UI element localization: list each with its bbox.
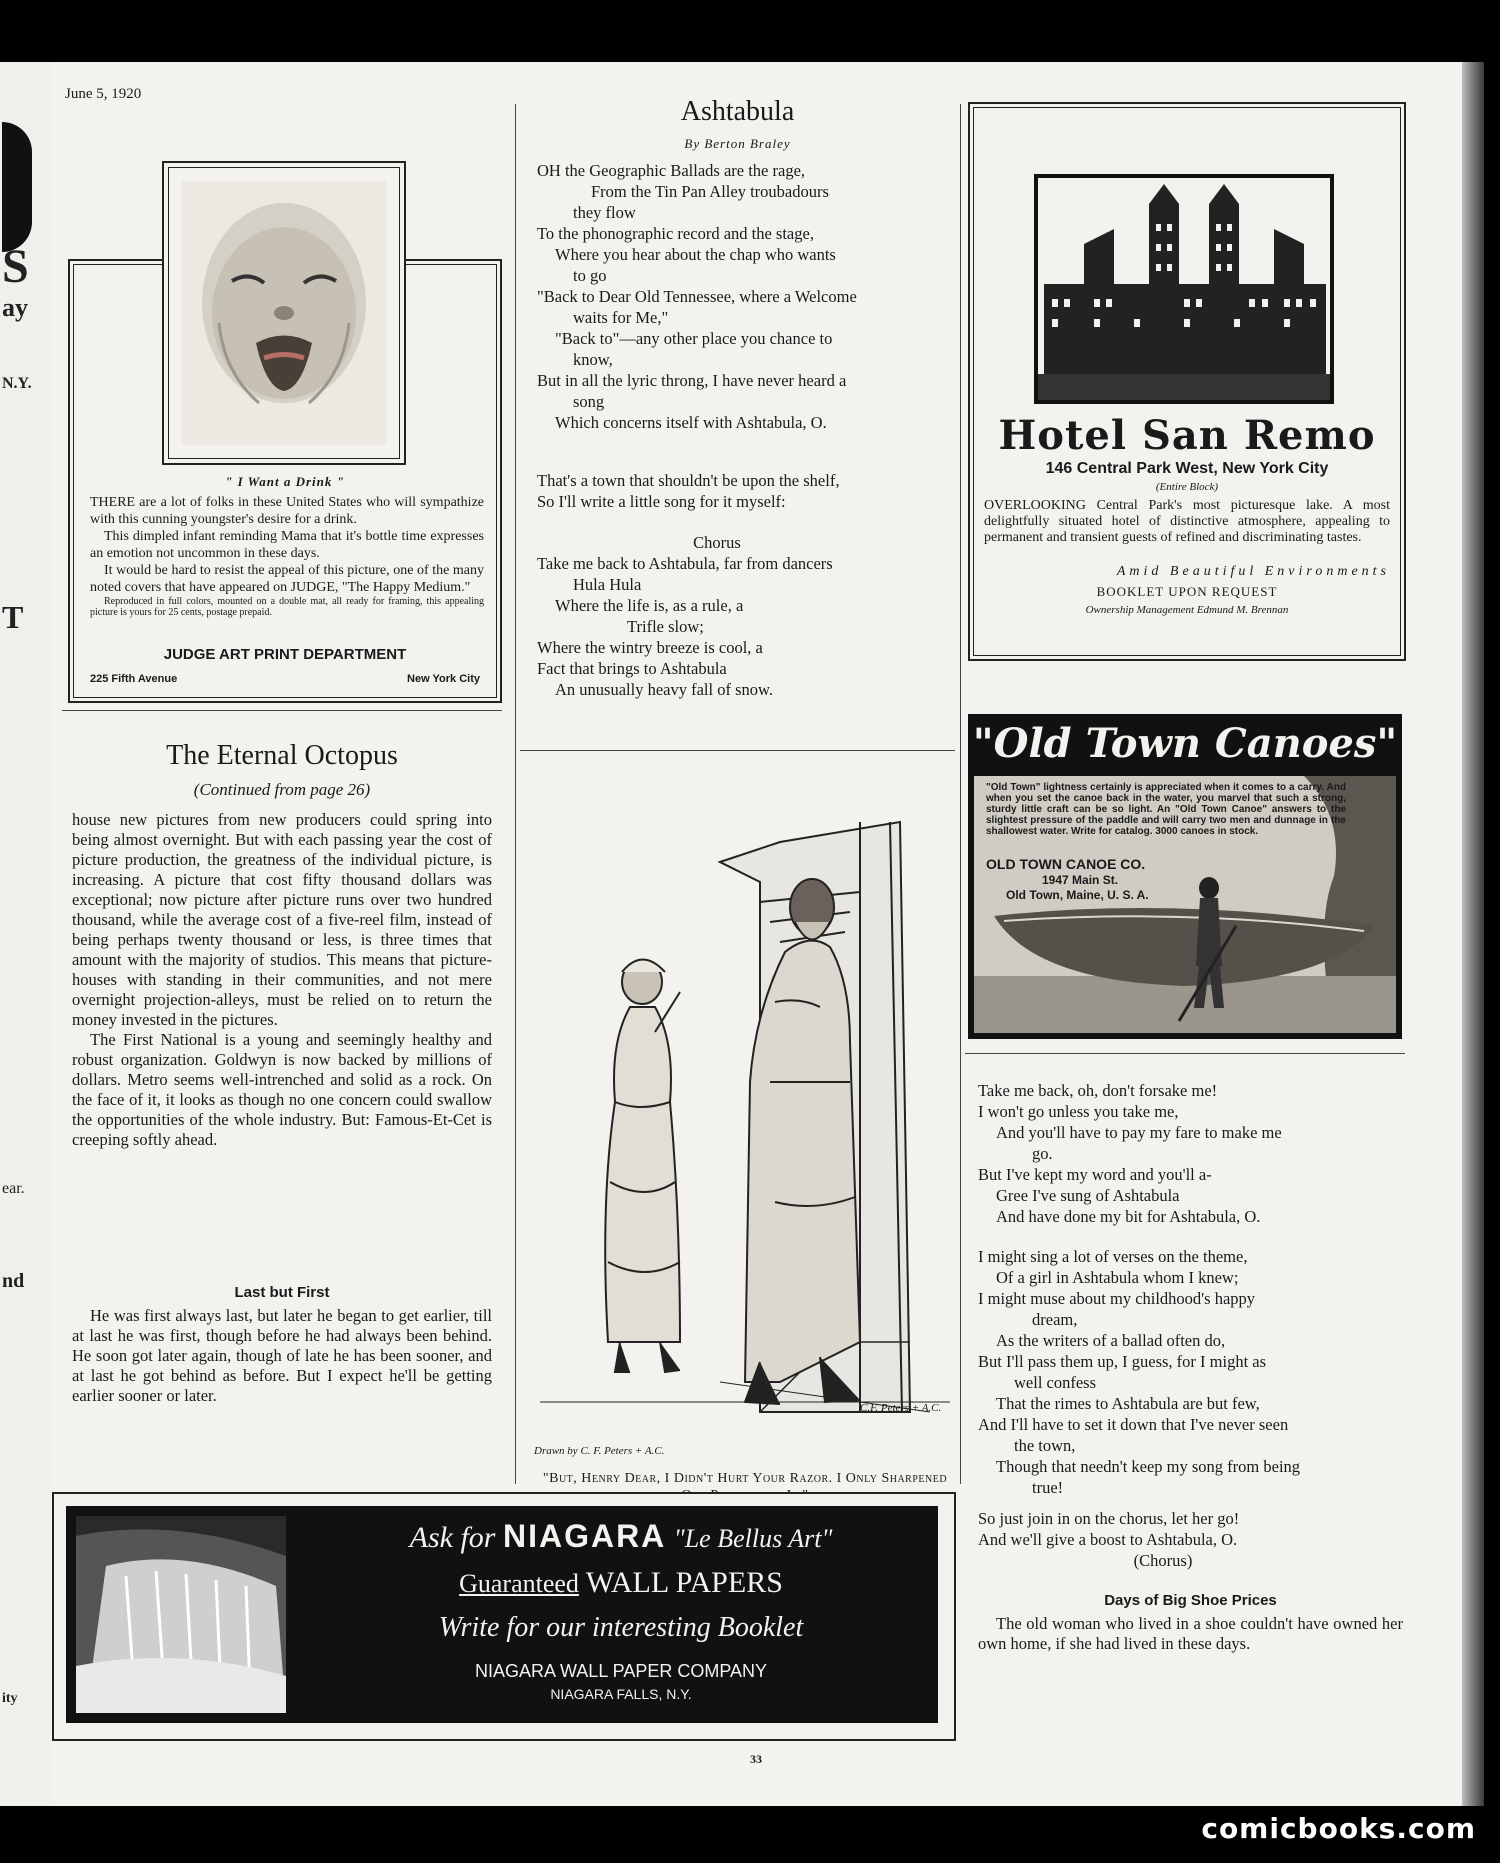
cartoon-signature: C.F. Peters + A.C. xyxy=(860,1402,942,1414)
left-margin-dark-graphic xyxy=(2,122,32,252)
judge-ad-paragraph: THERE are a lot of folks in these United States who will sympathize with this cunning youngster's desire for a drink. xyxy=(90,495,484,527)
poem-line: I might muse about my childhood's happy xyxy=(978,1289,1256,1308)
rule-under-poem xyxy=(520,750,955,751)
cartoon-credit: Drawn by C. F. Peters + A.C. xyxy=(534,1445,665,1457)
niagara-line-3: Write for our interesting Booklet xyxy=(438,1612,804,1643)
judge-ad-caption: " I Want a Drink " xyxy=(225,474,345,489)
niagara-brand: NIAGARA xyxy=(502,1518,667,1554)
octopus-continued: (Continued from page 26) xyxy=(193,780,371,799)
niagara-le-bellus-art: "Le Bellus Art" xyxy=(673,1524,833,1553)
poem-line: go. xyxy=(1032,1144,1053,1163)
waterfall-illustration xyxy=(76,1516,286,1713)
poem-line: And you'll have to pay my fare to make me xyxy=(996,1123,1282,1142)
cartoon-illustration xyxy=(530,782,950,1432)
poem-title: Ashtabula xyxy=(680,96,795,127)
poem-line: Trifle slow; xyxy=(627,617,704,636)
poem-byline: By Berton Braley xyxy=(684,136,791,151)
page-spine-shadow xyxy=(1462,62,1484,1806)
poem-line: OH the Geographic Ballads are the rage, xyxy=(537,161,806,180)
judge-ad-department: JUDGE ART PRINT DEPARTMENT xyxy=(163,646,407,663)
canoe-city: Old Town, Maine, U. S. A. xyxy=(1006,888,1149,902)
chorus-reference: (Chorus) xyxy=(1133,1551,1193,1570)
left-fragment-nd: nd xyxy=(2,1270,25,1292)
left-fragment-s: S xyxy=(2,240,29,293)
column-divider-right xyxy=(960,104,961,1484)
poem-line: "Back to"—any other place you chance to xyxy=(555,329,833,348)
issue-date: June 5, 1920 xyxy=(65,86,142,102)
judge-art-print-ad xyxy=(68,259,502,703)
poem-line: As the writers of a ballad often do, xyxy=(996,1331,1226,1350)
poem-line: Where the wintry breeze is cool, a xyxy=(537,638,763,657)
poem-line: Fact that brings to Ashtabula xyxy=(537,659,727,678)
niagara-ask-for: Ask for xyxy=(409,1521,496,1554)
poem-line: And have done my bit for Ashtabula, O. xyxy=(996,1207,1261,1226)
poem-line: Which concerns itself with Ashtabula, O. xyxy=(555,413,827,432)
poem-line: well confess xyxy=(1014,1373,1097,1392)
poem-line: "Back to Dear Old Tennessee, where a Welcome xyxy=(537,287,857,306)
poem-line: dream, xyxy=(1032,1310,1078,1329)
poem-line: know, xyxy=(573,350,613,369)
poem-line: waits for Me," xyxy=(573,308,669,327)
canoe-company: OLD TOWN CANOE CO. xyxy=(986,856,1146,872)
hotel-name: Hotel San Remo xyxy=(998,412,1376,459)
poem-line: But I'll pass them up, I guess, for I might as xyxy=(978,1352,1267,1371)
poem-line: That the rimes to Ashtabula are but few, xyxy=(996,1394,1260,1413)
hotel-management: Ownership Management Edmund M. Brennan xyxy=(1085,604,1289,616)
baby-portrait-frame xyxy=(162,161,406,465)
poem-line: But I've kept my word and you'll a- xyxy=(978,1165,1212,1184)
judge-ad-paragraph: It would be hard to resist the appeal of this picture, one of the many noted covers that have appeared on JUDGE, "The Happy Medium." xyxy=(90,563,484,595)
poem-line: To the phonographic record and the stage, xyxy=(537,224,814,243)
judge-ad-paragraph: This dimpled infant reminding Mama that it's bottle time expresses an emotion not uncommon in these days. xyxy=(90,529,484,561)
poem-line: Though that needn't keep my song from being xyxy=(996,1457,1301,1476)
poem-line: That's a town that shouldn't be upon the shelf, xyxy=(537,471,840,490)
hotel-address: 146 Central Park West, New York City xyxy=(1045,460,1329,477)
poem-line: From the Tin Pan Alley troubadours xyxy=(591,182,829,201)
poem-line: And we'll give a boost to Ashtabula, O. xyxy=(978,1530,1238,1549)
poem-line: Where you hear about the chap who wants xyxy=(555,245,836,264)
niagara-wall-paper-ad xyxy=(52,1492,956,1741)
niagara-line-1 xyxy=(306,1518,936,1555)
left-fragment-ay: ay xyxy=(2,293,28,322)
octopus-paragraph: house new pictures from new producers could spring into being almost overnight. But with each passing year the cost of picture production, the greatness of the individual picture, is increasing. A picture that cost fifty thousand dollars was exceptional; now picture after picture runs over two hundred thousand, while the average cost of a five-reel film, instead of being perhaps twenty thousand or less, is three times that amount with the majority of studios. This means that picture-houses with standing in their communities, and not mere overnight projection-alleys, must be relied on to return the money invested in the pictures. xyxy=(72,810,492,1029)
poem-line: Gree I've sung of Ashtabula xyxy=(996,1186,1180,1205)
left-fragment-t: T xyxy=(2,599,24,635)
hotel-illustration-frame xyxy=(1034,174,1334,404)
judge-ad-body xyxy=(90,494,484,618)
column-divider-left xyxy=(515,104,516,1484)
last-but-first-paragraph: He was first always last, but later he began to get earlier, till at last he was first, though before he had always been behind. He soon got later again, though of late he has been sooner, and at last he got behind as before. But I expect he'll be getting earlier sooner or later. xyxy=(72,1306,492,1405)
old-town-canoes-ad xyxy=(968,714,1402,1039)
left-fragment-ny: N.Y. xyxy=(2,375,32,392)
poem-line: And I'll have to set it down that I've never seen xyxy=(978,1415,1289,1434)
hotel-tagline: Amid Beautiful Environments xyxy=(1116,564,1390,579)
niagara-company: NIAGARA WALL PAPER COMPANY xyxy=(474,1661,768,1681)
left-margin-strip xyxy=(0,62,50,1806)
poem-stanza-5 xyxy=(978,1508,1408,1571)
niagara-wall-papers: WALL PAPERS xyxy=(585,1566,783,1599)
last-but-first-text xyxy=(72,1306,492,1406)
left-fragment-ear: ear. xyxy=(2,1180,25,1197)
poem-line: Hula Hula xyxy=(573,575,642,594)
niagara-location: NIAGARA FALLS, N.Y. xyxy=(550,1686,692,1702)
judge-ad-address-left: 225 Fifth Avenue xyxy=(90,673,178,685)
last-but-first-title: Last but First xyxy=(234,1284,330,1301)
octopus-paragraph: The First National is a young and seemingly healthy and robust organization. Goldwyn is now backed by millions of dollars. Metro seems well-intrenched and solid as a rock. On the face of it, it looks as though no one concern could swallow the opportunities of the whole industry. But: Famous-Et-Cet is creeping softly ahead. xyxy=(72,1030,492,1149)
shoe-prices-paragraph: The old woman who lived in a shoe couldn't have owned her own home, if she had lived in these days. xyxy=(978,1614,1403,1653)
poem-line: Take me back, oh, don't forsake me! xyxy=(978,1081,1218,1100)
cartoon-caption: "But, Henry Dear, I Didn't Hurt Your Razor. I Only Sharpened xyxy=(542,1471,948,1486)
poem-chorus xyxy=(537,532,957,700)
poem-line: Where the life is, as a rule, a xyxy=(555,596,744,615)
rule-under-canoe-ad xyxy=(965,1053,1405,1054)
canoe-ad-title: "Old Town Canoes" xyxy=(972,720,1398,767)
canoe-ad-body: "Old Town" lightness certainly is appreciated when it comes to a carry. And when you set the canoe back in the water, you marvel that such a strong, sturdy little craft can be so light. An "Old Town Canoe" answers to the slightest pressure of the paddle and will carry two men and dunnage in the shallowest water. Write for catalog. 3000 canoes in stock. xyxy=(986,782,1346,837)
canoe-illustration-frame xyxy=(974,776,1396,1033)
canoe-street: 1947 Main St. xyxy=(1042,873,1119,887)
niagara-line-2 xyxy=(306,1566,936,1600)
judge-ad-fine-print: Reproduced in full colors, mounted on a double mat, all ready for framing, this appealing picture is yours for 25 cents, postage prepaid. xyxy=(90,596,484,618)
poem-line: So I'll write a little song for it myself: xyxy=(537,492,786,511)
niagara-guaranteed: Guaranteed xyxy=(459,1569,579,1598)
judge-ad-address-right: New York City xyxy=(407,673,480,685)
poem-line: But in all the lyric throng, I have never heard a xyxy=(537,371,847,390)
octopus-article xyxy=(72,810,492,1150)
hotel-building-illustration xyxy=(1034,174,1334,404)
left-fragment-ity: ity xyxy=(2,1691,18,1706)
hotel-body: OVERLOOKING Central Park's most picturesque lake. A most delightfully situated hotel of distinctive atmosphere, appealing to permanent and transient guests of refined and discriminating tastes. xyxy=(984,498,1390,545)
poem-line: An unusually heavy fall of snow. xyxy=(555,680,773,699)
shoe-prices-title: Days of Big Shoe Prices xyxy=(1104,1592,1277,1609)
chorus-label: Chorus xyxy=(693,533,741,552)
rule-under-judge-ad xyxy=(62,710,502,711)
poem-line: true! xyxy=(1032,1478,1064,1497)
poem-line: I might sing a lot of verses on the theme, xyxy=(978,1247,1248,1266)
poem-stanza-3 xyxy=(978,1080,1408,1227)
poem-line: they flow xyxy=(573,203,636,222)
poem-line: Of a girl in Ashtabula whom I knew; xyxy=(996,1268,1239,1287)
shoe-prices-text xyxy=(978,1614,1403,1654)
poem-stanza-2 xyxy=(537,470,957,512)
niagara-ad-panel xyxy=(66,1506,938,1723)
poem-line: I won't go unless you take me, xyxy=(978,1102,1179,1121)
crying-baby-illustration xyxy=(164,163,404,463)
poem-stanza-4 xyxy=(978,1246,1408,1498)
poem-line: to go xyxy=(573,266,607,285)
hotel-san-remo-ad xyxy=(968,102,1406,661)
poem-line: So just join in on the chorus, let her go! xyxy=(978,1509,1240,1528)
magazine-page xyxy=(50,62,1462,1806)
hotel-booklet: BOOKLET UPON REQUEST xyxy=(1096,584,1278,599)
poem-stanza-1 xyxy=(537,160,957,433)
cartoon-drawing xyxy=(530,782,950,1432)
hotel-block: (Entire Block) xyxy=(1155,481,1219,493)
poem-line: song xyxy=(573,392,605,411)
poem-line: the town, xyxy=(1014,1436,1076,1455)
poem-line: Take me back to Ashtabula, far from dancers xyxy=(537,554,833,573)
octopus-title: The Eternal Octopus xyxy=(166,740,398,771)
watermark-logo: comicbooks.com xyxy=(1201,1812,1476,1845)
page-number: 33 xyxy=(750,1752,762,1766)
